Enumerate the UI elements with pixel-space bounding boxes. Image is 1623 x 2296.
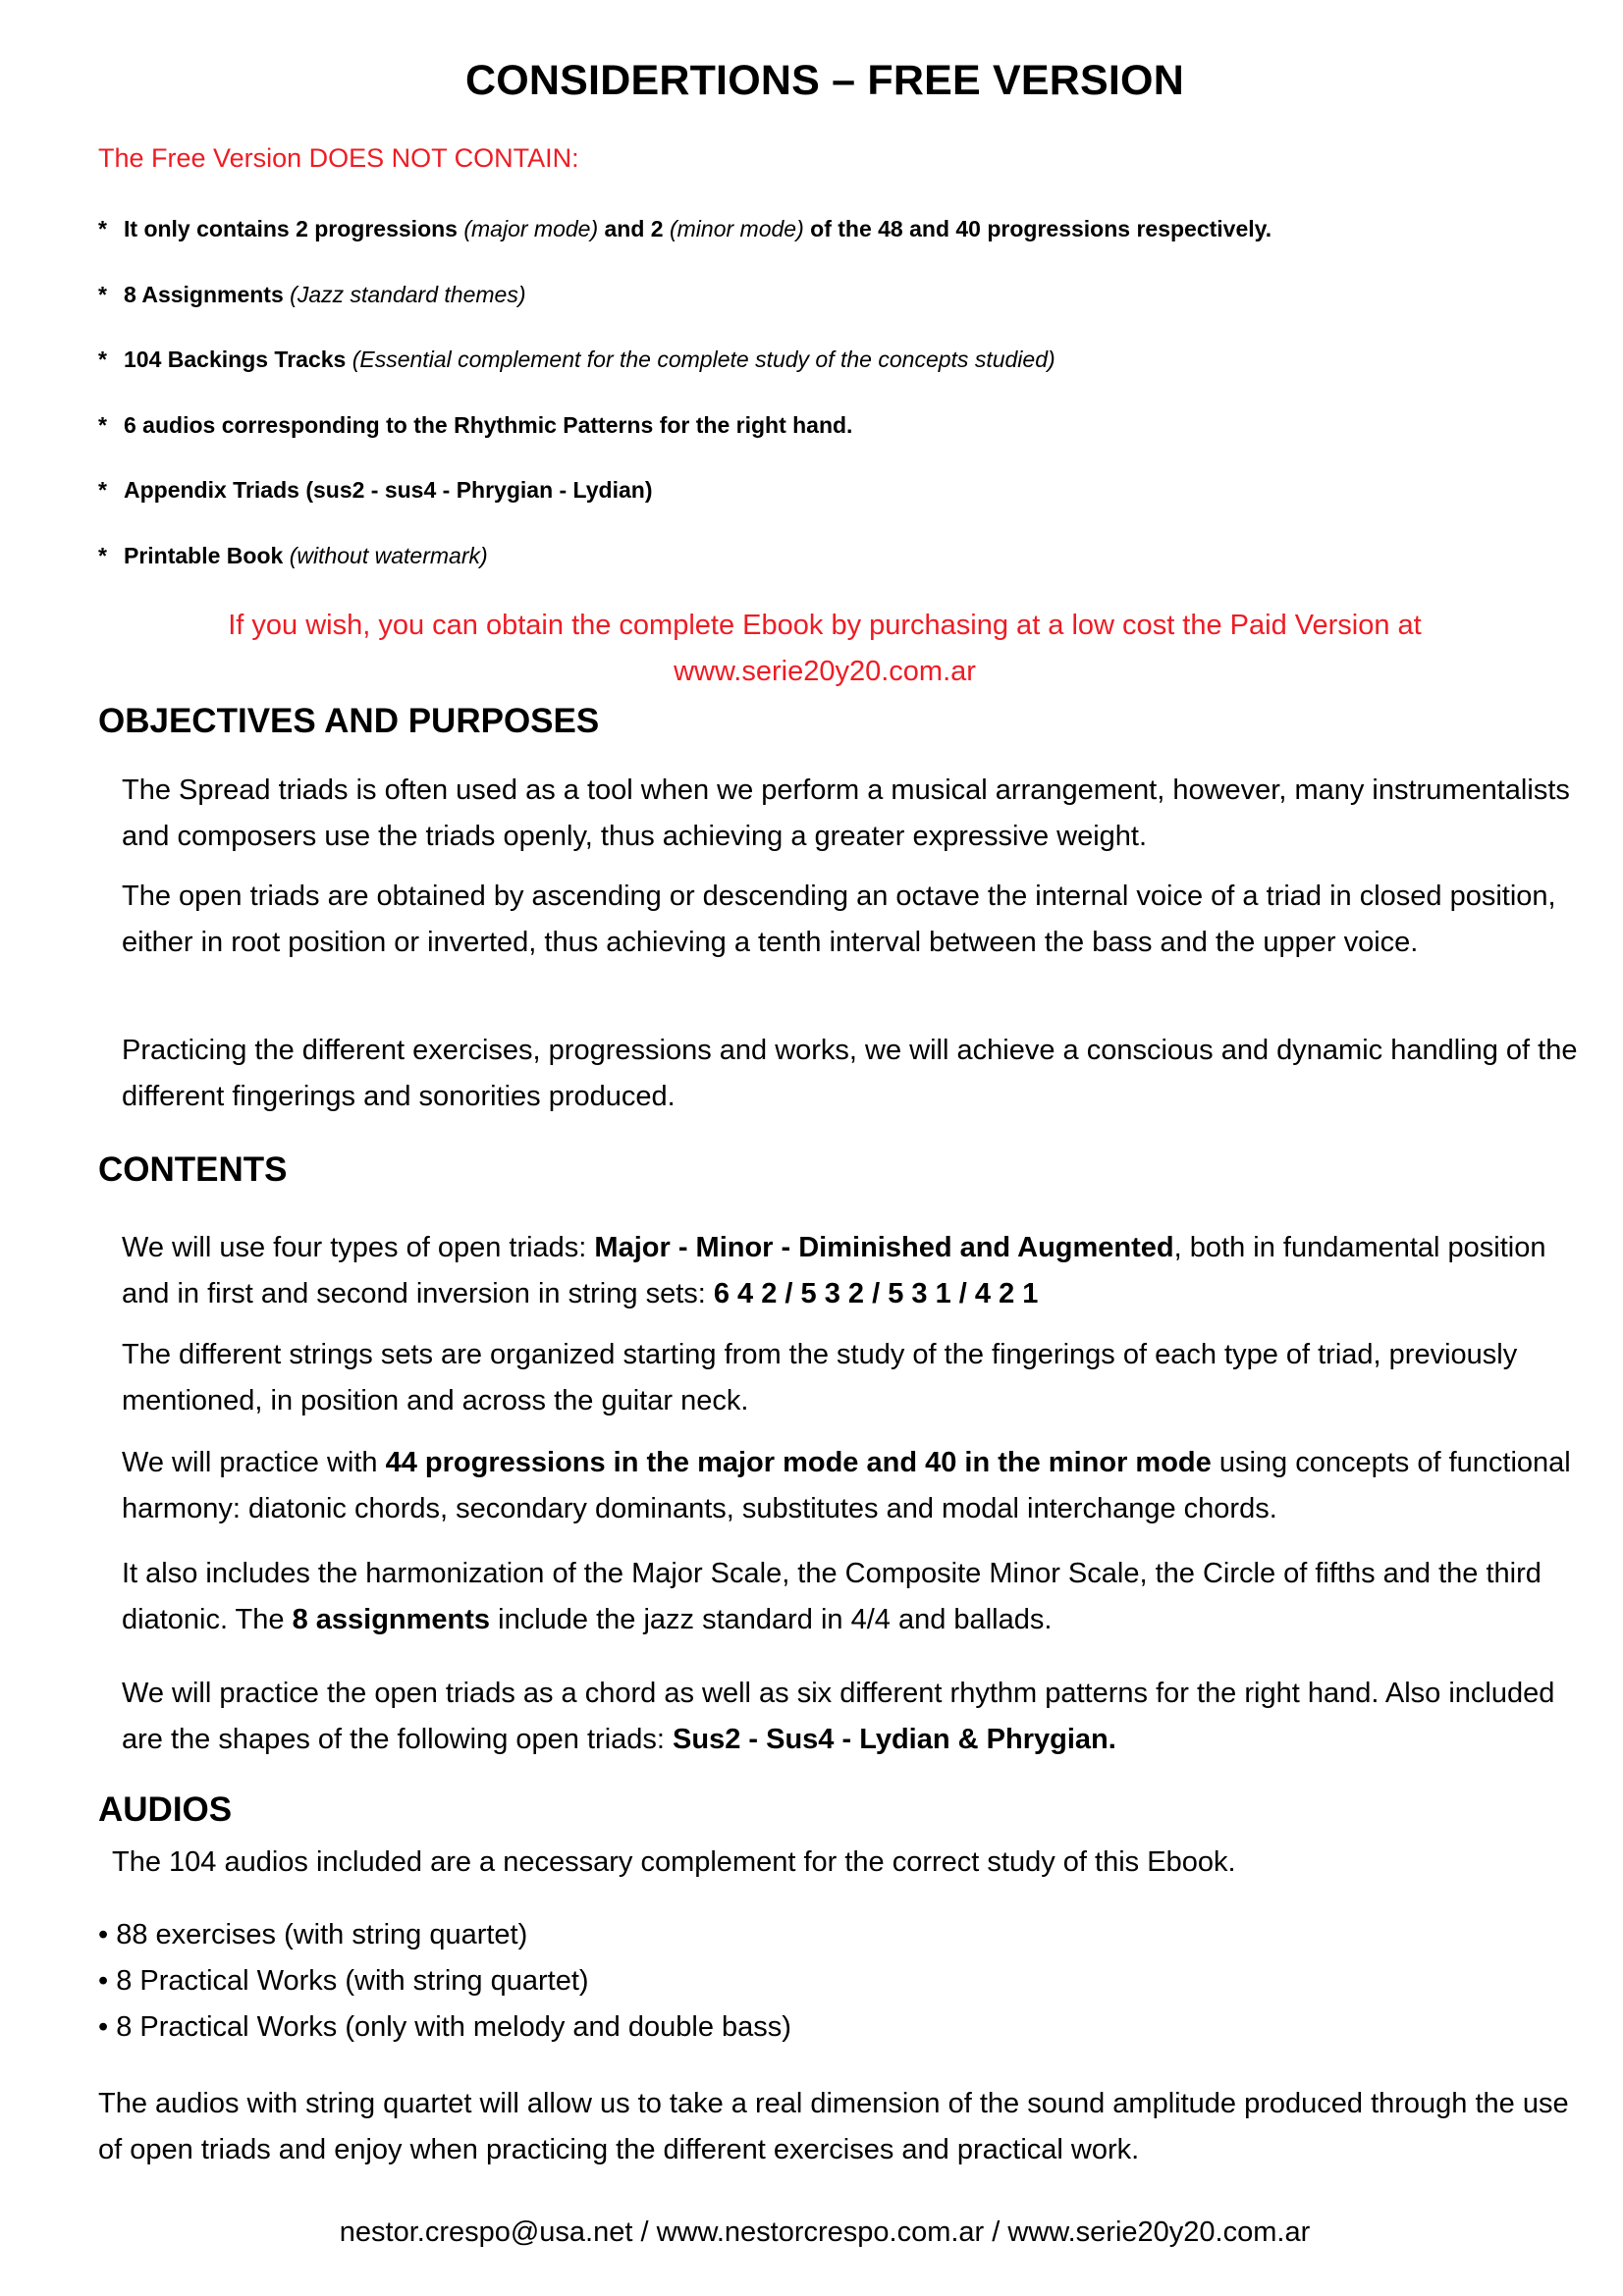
list-item: * Printable Book (without watermark) [98,542,488,568]
list-item: * 104 Backings Tracks (Essential complement for the complete study of the concepts studied) [98,347,1055,372]
list-item: * It only contains 2 progressions (major mode) and 2 (minor mode) of the 48 and 40 progressions respectively. [98,216,1272,241]
contents-paragraph: We will practice the open triads as a chord as well as six different rhythm patterns for the right hand. Also included are the shapes of the following open triads: Sus2 - Sus4 - Lydian & Phrygian. [122,1678,1555,1755]
purchase-link[interactable]: www.serie20y20.com.ar [674,656,976,687]
objectives-paragraph: Practicing the different exercises, progressions and works, we will achieve a conscious and dynamic handling of the different fingerings and sonorities produced. [122,1035,1578,1112]
footer-contacts: nestor.crespo@usa.net / www.nestorcrespo.com.ar / www.serie20y20.com.ar [339,2216,1311,2248]
list-item: • 88 exercises (with string quartet) [98,1919,528,1950]
contents-heading: CONTENTS [98,1150,288,1189]
objectives-paragraph: The Spread triads is often used as a tool when we perform a musical arrangement, however, many instrumentalists and composers use the triads openly, thus achieving a greater expressive weight. [122,774,1570,852]
list-item: * 8 Assignments (Jazz standard themes) [98,281,526,307]
list-item: • 8 Practical Works (with string quartet) [98,1965,589,1997]
list-item: • 8 Practical Works (only with melody and double bass) [98,2011,791,2043]
audios-heading: AUDIOS [98,1790,233,1829]
audios-list [98,1912,791,2051]
exclusions-list [98,214,1271,606]
bullet-star: * [98,542,107,568]
page-title: CONSIDERTIONS – FREE VERSION [465,57,1184,104]
bullet-star: * [98,216,107,241]
list-item: * 6 audios corresponding to the Rhythmic Patterns for the right hand. [98,411,853,438]
contents-paragraph: We will practice with 44 progressions in the major mode and 40 in the minor mode using concepts of functional harmony: diatonic chords, secondary dominants, substitutes and modal interchange chords. [122,1447,1571,1524]
contents-paragraph: It also includes the harmonization of the Major Scale, the Composite Minor Scale, the Circle of fifths and the third diatonic. The 8 assignments include the jazz standard in 4/4 and ballads. [122,1558,1542,1635]
bullet-star: * [98,281,107,307]
purchase-callout [98,603,1551,695]
contents-paragraph: The different strings sets are organized starting from the study of the fingerings of each type of triad, previously mentioned, in position and across the guitar neck. [122,1339,1518,1416]
purchase-text: If you wish, you can obtain the complete Ebook by purchasing at a low cost the Paid Version at [228,610,1422,641]
objectives-heading: OBJECTIVES AND PURPOSES [98,702,600,740]
bullet-star: * [98,347,107,372]
objectives-paragraph: The open triads are obtained by ascending or descending an octave the internal voice of a triad in closed position, either in root position or inverted, thus achieving a tenth interval between the bass and the upper voice. [122,881,1556,958]
bullet-star: * [98,411,107,438]
audios-intro: The 104 audios included are a necessary complement for the correct study of this Ebook. [112,1846,1236,1878]
list-item: * Appendix Triads (sus2 - sus4 - Phrygian - Lydian) [98,477,653,503]
bullet-star: * [98,477,107,503]
audios-closing: The audios with string quartet will allow us to take a real dimension of the sound amplitude produced through the use of open triads and enjoy when practicing the different exercises and practical work. [98,2088,1569,2165]
contents-paragraph: We will use four types of open triads: Major - Minor - Diminished and Augmented, both in fundamental position and in first and second inversion in string sets: 6 4 2 / 5 3 2 / 5 3 1 / 4 2 1 [122,1232,1546,1309]
free-version-notice: The Free Version DOES NOT CONTAIN: [98,143,579,173]
